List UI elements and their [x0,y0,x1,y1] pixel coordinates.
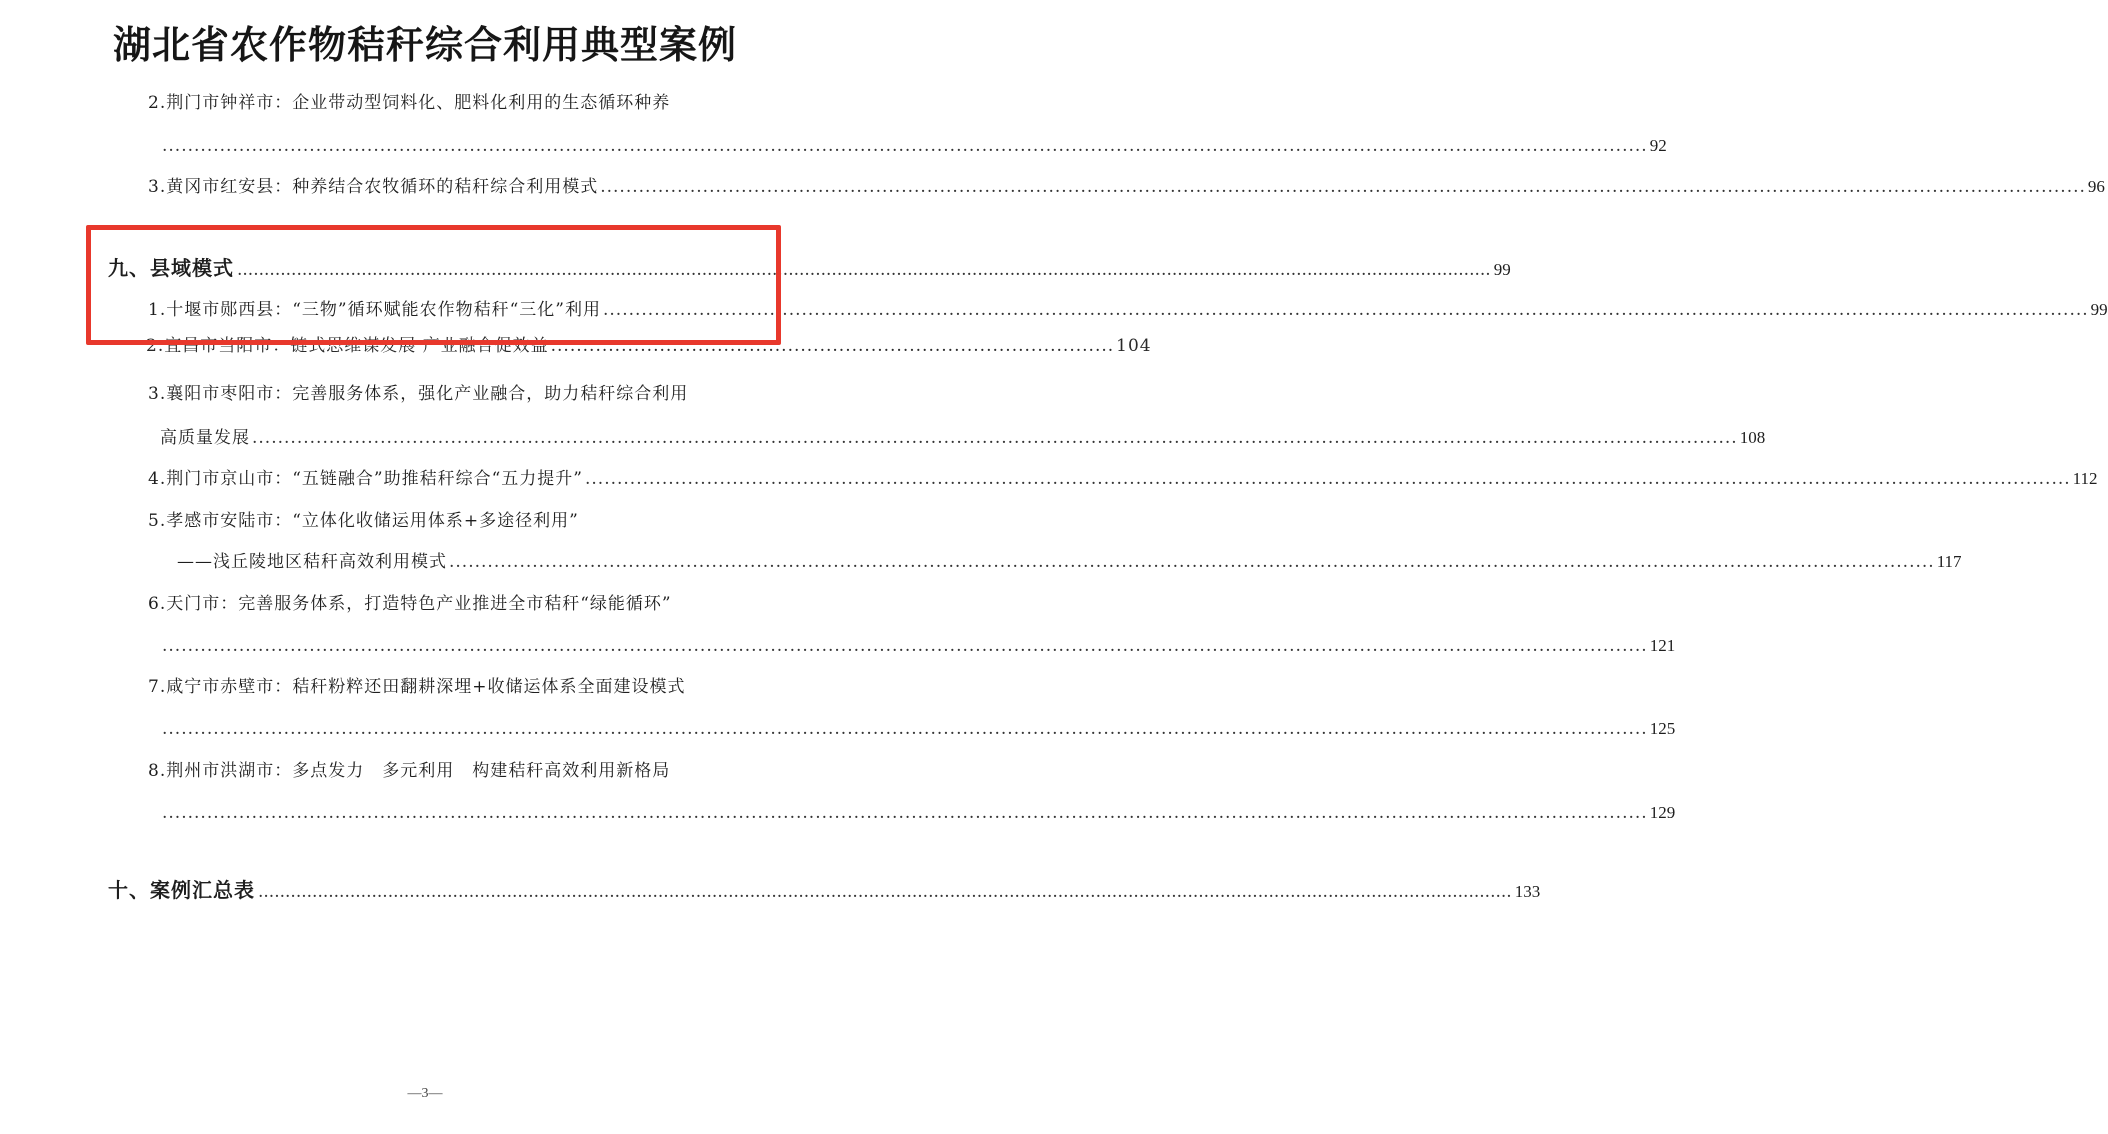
dot-leader [252,426,1738,450]
page-number: 104 [1116,336,1152,356]
toc-item-title: 3.黄冈市红安县：种养结合农牧循环的秸秆综合利用模式 [148,177,599,197]
toc-item-hongan[interactable] [148,175,2105,199]
page-number: 99 [2090,300,2108,319]
toc-item-anlu-line2[interactable] [177,550,1962,574]
toc-item-chibi-text: 7.咸宁市赤壁市：秸秆粉粹还田翻耕深埋+收储运体系全面建设模式 [148,677,686,697]
toc-item-chibi-leader[interactable] [160,717,1676,741]
toc-item-honghu-text: 8.荆州市洪湖市：多点发力 多元利用 构建秸秆高效利用新格局 [148,761,671,781]
dot-leader [585,467,2071,491]
page-number: 112 [2072,469,2098,488]
toc-item-honghu-leader[interactable] [160,801,1676,825]
page-number: 92 [1649,136,1667,155]
dot-leader [258,879,1512,905]
dot-leader [162,717,1648,741]
page-number: 121 [1649,636,1676,655]
page-footer-number: —3— [407,1086,443,1101]
toc-item-jingshan[interactable] [148,467,2098,491]
toc-item-zhongxiang-text: 2.荆门市钟祥市：企业带动型饲料化、肥料化利用的生态循环种养 [148,93,671,113]
section-title: 十、案例汇总表 [108,878,255,902]
dot-leader [162,801,1648,825]
dot-leader [600,175,2086,199]
toc-item-zhongxiang-leader [160,134,1667,158]
section-title: 九、县域模式 [108,256,234,280]
page-number: 117 [1936,552,1962,571]
toc-item-tianmen-text: 6.天门市：完善服务体系，打造特色产业推进全市秸秆“绿能循环” [148,594,672,614]
toc-item-title: 高质量发展 [160,428,250,448]
toc-section-case-summary[interactable] [108,877,1541,905]
page-number: 99 [1493,260,1511,279]
dot-leader [449,550,1935,574]
toc-item-tianmen-leader[interactable] [160,634,1676,658]
toc-item-title: 2.宜昌市当阳市：链式思维谋发展 产业融合促效益 [146,336,549,356]
page-number: 133 [1514,882,1541,901]
page-number: 125 [1649,719,1676,738]
toc-item-zaoyang-line2[interactable] [160,426,1766,450]
toc-item-title: 4.荆门市京山市：“五链融合”助推秸秆综合“五力提升” [148,469,583,489]
page-number: 108 [1739,428,1766,447]
dot-leader [162,634,1648,658]
page-number: 129 [1649,803,1676,822]
page-number: 96 [2087,177,2105,196]
dot-leader: ........................................................................................ [550,336,1115,356]
highlight-box [86,225,781,345]
toc-item-zaoyang-line1: 3.襄阳市枣阳市：完善服务体系，强化产业融合，助力秸秆综合利用 [148,384,689,404]
toc-item-title: 1.十堰市郧西县：“三物”循环赋能农作物秸秆“三化”利用 [148,300,601,320]
dot-leader [603,298,2089,322]
document-title: 湖北省农作物秸秆综合利用典型案例 [112,23,737,67]
dot-leader [162,134,1648,158]
toc-item-title: ——浅丘陵地区秸秆高效利用模式 [177,552,447,572]
toc-item-anlu-line1: 5.孝感市安陆市：“立体化收储运用体系+多途径利用” [148,511,579,531]
